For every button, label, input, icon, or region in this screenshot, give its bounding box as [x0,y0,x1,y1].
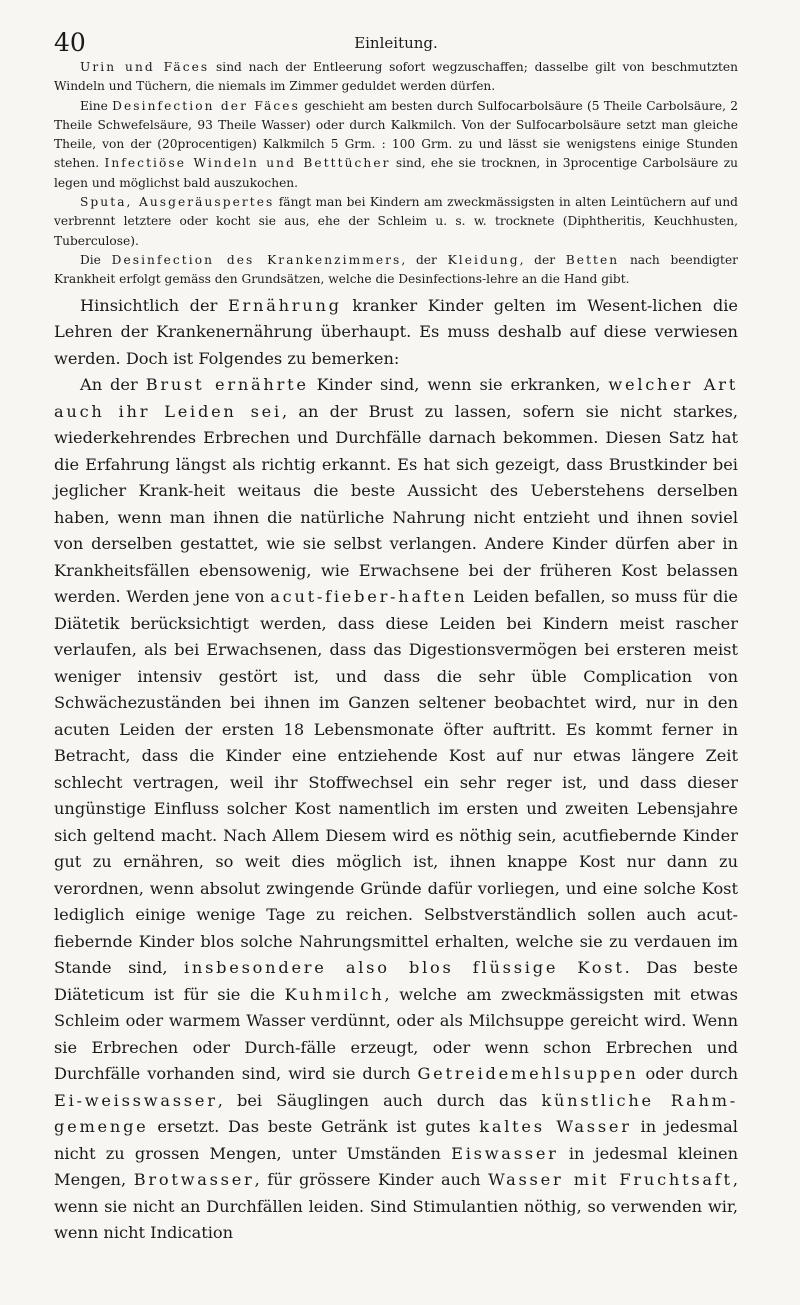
spaced-emphasis: Getreidemehlsuppen [417,1064,639,1084]
paragraph-brustkinder [54,372,738,1247]
running-head: Einleitung. [354,34,438,52]
text-run: . Das beste Diäteticum ist für sie die [54,958,738,1004]
text-run: An der [80,375,146,395]
text-run: oder durch [638,1064,739,1084]
paragraph-desinfection-krankenzimmer [54,251,738,290]
spaced-emphasis: Ei-weisswasser [54,1090,218,1110]
text-run: Eine [80,98,113,113]
text-run: , an der Brust zu lassen, sofern sie nicht starkes, wiederkehrendes Erbrechen und Durchfälle darnach bekommen. Diesen Satz hat die Erfahrung längst als richtig erkannt. Es hat sich gezeigt, dass Brustkinder bei jeglicher Krank-heit weitaus die beste Aussicht des Ueberstehens derselben haben, wenn man ihnen die natürliche Nahrung nicht entzieht und ihnen soviel von derselben gestattet, wie sie selbst verlangen. Andere Kinder dürfen aber in Krankheitsfällen ebensowenig, wie Erwachsene bei der früheren Kost belassen werden. Werden jene von [54,401,739,607]
text-run: Leiden befallen, so muss für die Diätetik berücksichtigt werden, dass diese Leiden bei Kindern meist rascher verlaufen, als bei Erwachsenen, dass das Digestionsvermögen bei ersteren meist weniger intensiv gestört ist, und dass die sehr üble Complication von Schwächezuständen bei ihnen im Ganzen seltener beobachtet wird, nur in den acuten Leiden der ersten 18 Lebensmonate öfter auftritt. Es kommt ferner in Betracht, dass die Kinder eine entziehende Kost auf nur etwas längere Zeit schlecht vertragen, weil ihr Stoffwechsel ein sehr reger ist, und dass dieser ungünstige Einfluss solcher Kost namentlich im ersten und zweiten Lebensjahre sich geltend macht. Nach Allem Diesem wird es nöthig sein, acutfiebernde Kinder gut zu ernähren, so weit dies möglich ist, ihnen knappe Kost nur dann zu verordnen, wenn absolut zwingende Gründe dafür vorliegen, und eine solche Kost lediglich einige wenige Tage zu reichen. Selbstverständlich sollen auch acut-fiebernde Kinder blos solche Nahrungsmittel erhalten, welche sie zu verdauen im Stande sind, [54,587,738,978]
text-run: , der [401,252,448,267]
spaced-emphasis: welcher Art auch ihr Leiden sei [54,375,738,421]
spaced-emphasis: Sputa, Ausgeräuspertes [80,195,275,210]
text-run: kranker Kinder gelten im Wesent-lichen die Lehren der Krankenernährung überhaupt. Es muss deshalb auf diese verwiesen werden. Doch ist Folgendes zu bemerken: [54,295,738,368]
text-run: in jedesmal nicht zu grossen Mengen, unter Umständen [54,1117,738,1163]
paragraph-sputa [54,193,738,251]
spaced-emphasis: Infectiöse Windeln und Betttücher [104,156,391,171]
spaced-emphasis: Betten [565,252,620,267]
spaced-emphasis: Desinfection des Krankenzimmers [111,252,402,267]
text-run: Hinsichtlich der [80,295,228,315]
text-run: Kinder sind, wenn sie erkranken, [308,375,609,395]
text-run: geschieht am besten durch Sulfocarbolsäure (5 Theile Carbolsäure, 2 Theile Schwefelsäure, 93 Theile Wasser) oder durch Kalkmilch. Von der Sulfocarbolsäure setzt man gleiche Theile, von der (20procentigen) Kalkmilch 5 Grm. : 100 Grm. zu und lässt sie wenigstens einige Stunden stehen. [54,98,738,171]
text-run: fängt man bei Kindern am zweckmässigsten in alten Leintüchern auf und verbrennt letztere oder kocht sie aus, ehe der Schleim u. s. w. trocknete (Diphtheritis, Keuchhusten, Tuberculose). [54,195,738,248]
spaced-emphasis: Wasser mit Fruchtsaft [488,1170,733,1190]
spaced-emphasis: acut-fieber-haften [270,587,468,607]
small-print-section [54,58,738,290]
spaced-emphasis: Brust ernährte [145,375,309,395]
spaced-emphasis: insbesondere also blos flüssige Kost [183,958,625,978]
spaced-emphasis: Urin und Fäces [80,60,210,74]
spaced-emphasis: Eiswasser [451,1143,559,1163]
spaced-emphasis: Ernährung [227,295,342,315]
text-run: sind, ehe sie trocknen, in 3procentige Carbolsäure zu legen und möglichst bald auszukochen. [54,156,738,190]
text-run: , für grössere Kinder auch [254,1170,489,1190]
text-run: sind nach der Entleerung sofort wegzuschaffen; dasselbe gilt von beschmutzten Windeln und Tüchern, die niemals im Zimmer geduldet werden dürfen. [54,60,738,94]
spaced-emphasis: Desinfection der Fäces [112,98,300,113]
text-run: , wenn sie nicht an Durchfällen leiden. Sind Stimulantien nöthig, so verwenden wir, wenn nicht Indication [54,1170,738,1243]
paragraph-ernaehrung [54,293,738,373]
text-run: , bei Säuglingen auch durch das [217,1090,542,1110]
spaced-emphasis: Kleidung [447,252,520,267]
text-run: nach beendigter Krankheit erfolgt gemäss den Grundsätzen, welche die Desinfections-lehre an die Hand gibt. [54,252,738,287]
paragraph-desinfection-faeces [54,97,738,193]
page-header [54,22,738,58]
spaced-emphasis: künstliche Rahm-gemenge [54,1090,739,1137]
text-run: ersetzt. Das beste Getränk ist gutes [148,1117,480,1137]
spaced-emphasis: Brotwasser [133,1170,255,1190]
text-run: , welche am zweckmässigsten mit etwas Schleim oder warmem Wasser verdünnt, oder als Milchsuppe gereicht wird. Wenn sie Erbrechen oder Durch-fälle erzeugt, oder wenn schon Erbrechen und Durchfälle vorhanden sind, wird sie durch [54,984,738,1084]
text-run: in jedesmal kleinen Mengen, [54,1143,738,1190]
spaced-emphasis: Kuhmilch [284,984,385,1004]
text-run: , der [519,252,566,267]
main-text-section [54,293,738,1247]
spaced-emphasis: kaltes Wasser [479,1117,632,1137]
page-number: 40 [54,28,86,57]
text-run: Die [80,252,112,267]
paragraph-urin-faeces [54,58,738,97]
